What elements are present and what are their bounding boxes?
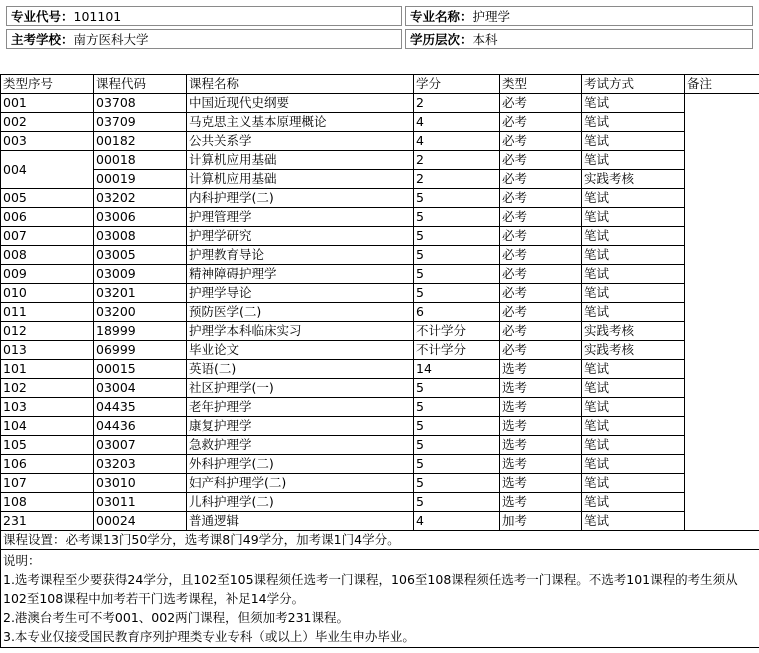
cell-type: 必考: [500, 132, 582, 151]
cell-type: 选考: [500, 417, 582, 436]
cell-name: 妇产科护理学(二): [187, 474, 414, 493]
table-row: [1, 151, 759, 170]
cell-exam: 笔试: [582, 474, 685, 493]
cell-credit: 6: [414, 303, 500, 322]
cell-exam: 笔试: [582, 94, 685, 113]
notes-title: 说明：: [3, 553, 41, 568]
cell-code: 03011: [94, 493, 187, 512]
cell-type: 选考: [500, 493, 582, 512]
cell-code: 04436: [94, 417, 187, 436]
table-row: [1, 132, 759, 151]
table-row: [1, 227, 759, 246]
cell-name: 公共关系学: [187, 132, 414, 151]
cell-seq: 231: [1, 512, 94, 531]
table-row: [1, 436, 759, 455]
cell-credit: 5: [414, 493, 500, 512]
table-row: [1, 303, 759, 322]
note-item: 1.选考课程至少要获得24学分，且102至105课程须任选考一门课程，106至108课程须任选考一门课程。不选考101课程的考生须从102至108课程中加考若干门选考课程，补足14学分。: [3, 572, 738, 606]
cell-credit: 5: [414, 417, 500, 436]
cell-type: 选考: [500, 398, 582, 417]
table-row: [1, 265, 759, 284]
table-row: [1, 322, 759, 341]
cell-exam: 笔试: [582, 132, 685, 151]
table-row: [1, 474, 759, 493]
cell-type: 必考: [500, 189, 582, 208]
cell-code: 03708: [94, 94, 187, 113]
cell-name: 护理学本科临床实习: [187, 322, 414, 341]
cell-code: 03709: [94, 113, 187, 132]
col-header-seq: 类型序号: [1, 75, 94, 94]
cell-name: 护理学导论: [187, 284, 414, 303]
table-row: [1, 512, 759, 531]
cell-seq: 009: [1, 265, 94, 284]
notes-cell: [1, 550, 759, 648]
table-row: [1, 417, 759, 436]
col-header-name: 课程名称: [187, 75, 414, 94]
cell-code: 00019: [94, 170, 187, 189]
col-header-credit: 学分: [414, 75, 500, 94]
cell-type: 必考: [500, 303, 582, 322]
table-row: [1, 493, 759, 512]
cell-code: 00018: [94, 151, 187, 170]
cell-seq: 103: [1, 398, 94, 417]
cell-credit: 2: [414, 170, 500, 189]
major-info-header: [3, 3, 756, 52]
cell-code: 00182: [94, 132, 187, 151]
cell-exam: 笔试: [582, 208, 685, 227]
cell-code: 03007: [94, 436, 187, 455]
cell-name: 英语(二): [187, 360, 414, 379]
cell-exam: 笔试: [582, 151, 685, 170]
cell-seq: 006: [1, 208, 94, 227]
cell-name: 内科护理学(二): [187, 189, 414, 208]
cell-code: 03201: [94, 284, 187, 303]
cell-credit: 2: [414, 151, 500, 170]
cell-type: 加考: [500, 512, 582, 531]
cell-type: 必考: [500, 94, 582, 113]
note-item: 2.港澳台考生可不考001、002两门课程，但须加考231课程。: [3, 610, 350, 625]
table-row: [1, 284, 759, 303]
cell-exam: 笔试: [582, 379, 685, 398]
course-table: [0, 74, 759, 648]
major-code-value: 101101: [73, 9, 122, 24]
cell-exam: 笔试: [582, 189, 685, 208]
cell-note: [685, 94, 759, 531]
cell-exam: 笔试: [582, 455, 685, 474]
cell-seq: 102: [1, 379, 94, 398]
level-cell: [405, 29, 753, 49]
cell-exam: 笔试: [582, 227, 685, 246]
cell-credit: 4: [414, 113, 500, 132]
cell-seq: 001: [1, 94, 94, 113]
school-label: 主考学校：: [11, 32, 74, 47]
cell-exam: 笔试: [582, 265, 685, 284]
cell-exam: 笔试: [582, 398, 685, 417]
cell-name: 护理教育导论: [187, 246, 414, 265]
cell-code: 03005: [94, 246, 187, 265]
cell-credit: 4: [414, 512, 500, 531]
course-summary: 课程设置：必考课13门50学分，选考课8门49学分，加考课1门4学分。: [1, 531, 759, 550]
cell-type: 选考: [500, 474, 582, 493]
major-name-cell: [405, 6, 753, 26]
cell-credit: 5: [414, 246, 500, 265]
cell-seq: 101: [1, 360, 94, 379]
cell-exam: 笔试: [582, 246, 685, 265]
cell-credit: 5: [414, 398, 500, 417]
cell-exam: 笔试: [582, 436, 685, 455]
col-header-type: 类型: [500, 75, 582, 94]
cell-seq: 104: [1, 417, 94, 436]
cell-name: 外科护理学(二): [187, 455, 414, 474]
cell-seq: 105: [1, 436, 94, 455]
level-value: 本科: [472, 32, 498, 47]
cell-code: 03202: [94, 189, 187, 208]
cell-type: 必考: [500, 246, 582, 265]
cell-name: 康复护理学: [187, 417, 414, 436]
cell-credit: 5: [414, 436, 500, 455]
cell-name: 计算机应用基础: [187, 170, 414, 189]
cell-code: 03008: [94, 227, 187, 246]
cell-seq: 007: [1, 227, 94, 246]
cell-credit: 不计学分: [414, 322, 500, 341]
cell-code: 00015: [94, 360, 187, 379]
cell-exam: 笔试: [582, 493, 685, 512]
cell-seq: 002: [1, 113, 94, 132]
cell-exam: 笔试: [582, 284, 685, 303]
cell-name: 社区护理学(一): [187, 379, 414, 398]
cell-code: 00024: [94, 512, 187, 531]
cell-code: 03200: [94, 303, 187, 322]
cell-name: 急救护理学: [187, 436, 414, 455]
cell-seq: 011: [1, 303, 94, 322]
table-row: [1, 170, 759, 189]
cell-credit: 4: [414, 132, 500, 151]
cell-credit: 2: [414, 94, 500, 113]
cell-exam: 笔试: [582, 512, 685, 531]
notes-row: [1, 550, 759, 648]
cell-type: 选考: [500, 455, 582, 474]
cell-type: 选考: [500, 436, 582, 455]
cell-type: 必考: [500, 170, 582, 189]
cell-credit: 5: [414, 474, 500, 493]
table-row: [1, 455, 759, 474]
table-row: [1, 398, 759, 417]
table-row: [1, 341, 759, 360]
level-label: 学历层次：: [410, 32, 473, 47]
cell-name: 中国近现代史纲要: [187, 94, 414, 113]
table-row: [1, 360, 759, 379]
cell-credit: 5: [414, 284, 500, 303]
cell-seq: 012: [1, 322, 94, 341]
cell-type: 必考: [500, 208, 582, 227]
cell-seq: 108: [1, 493, 94, 512]
cell-seq: 005: [1, 189, 94, 208]
cell-exam: 实践考核: [582, 170, 685, 189]
cell-name: 预防医学(二): [187, 303, 414, 322]
col-header-note: 备注: [685, 75, 759, 94]
cell-credit: 不计学分: [414, 341, 500, 360]
cell-code: 04435: [94, 398, 187, 417]
cell-type: 必考: [500, 113, 582, 132]
table-row: [1, 208, 759, 227]
cell-name: 儿科护理学(二): [187, 493, 414, 512]
cell-type: 必考: [500, 265, 582, 284]
cell-type: 必考: [500, 151, 582, 170]
cell-seq: 003: [1, 132, 94, 151]
cell-seq: 107: [1, 474, 94, 493]
school-cell: [6, 29, 402, 49]
major-name-label: 专业名称：: [410, 9, 473, 24]
cell-credit: 5: [414, 379, 500, 398]
cell-seq: 008: [1, 246, 94, 265]
cell-credit: 5: [414, 227, 500, 246]
table-row: [1, 94, 759, 113]
cell-type: 必考: [500, 284, 582, 303]
cell-code: 06999: [94, 341, 187, 360]
cell-exam: 笔试: [582, 303, 685, 322]
cell-exam: 实践考核: [582, 322, 685, 341]
cell-seq: 010: [1, 284, 94, 303]
major-name-value: 护理学: [472, 9, 511, 24]
cell-code: 03009: [94, 265, 187, 284]
school-value: 南方医科大学: [73, 32, 149, 47]
cell-name: 马克思主义基本原理概论: [187, 113, 414, 132]
col-header-exam: 考试方式: [582, 75, 685, 94]
cell-type: 必考: [500, 322, 582, 341]
table-row: [1, 379, 759, 398]
major-code-cell: [6, 6, 402, 26]
cell-credit: 5: [414, 208, 500, 227]
cell-exam: 笔试: [582, 360, 685, 379]
cell-name: 老年护理学: [187, 398, 414, 417]
table-row: [1, 113, 759, 132]
cell-exam: 笔试: [582, 417, 685, 436]
cell-code: 03004: [94, 379, 187, 398]
cell-name: 普通逻辑: [187, 512, 414, 531]
cell-code: 03203: [94, 455, 187, 474]
cell-type: 必考: [500, 341, 582, 360]
col-header-code: 课程代码: [94, 75, 187, 94]
cell-type: 选考: [500, 379, 582, 398]
cell-name: 精神障碍护理学: [187, 265, 414, 284]
note-item: 3.本专业仅接受国民教育序列护理类专业专科（或以上）毕业生申办毕业。: [3, 629, 415, 644]
summary-row: [1, 531, 759, 550]
cell-name: 护理学研究: [187, 227, 414, 246]
cell-credit: 5: [414, 265, 500, 284]
cell-code: 03006: [94, 208, 187, 227]
table-row: [1, 189, 759, 208]
cell-type: 选考: [500, 360, 582, 379]
cell-seq: 106: [1, 455, 94, 474]
cell-type: 必考: [500, 227, 582, 246]
cell-code: 03010: [94, 474, 187, 493]
cell-code: 18999: [94, 322, 187, 341]
table-row: [1, 246, 759, 265]
cell-credit: 14: [414, 360, 500, 379]
cell-exam: 笔试: [582, 113, 685, 132]
cell-name: 护理管理学: [187, 208, 414, 227]
major-code-label: 专业代号：: [11, 9, 74, 24]
cell-exam: 实践考核: [582, 341, 685, 360]
cell-credit: 5: [414, 189, 500, 208]
cell-seq: 013: [1, 341, 94, 360]
cell-name: 毕业论文: [187, 341, 414, 360]
cell-seq: 004: [1, 151, 94, 189]
cell-name: 计算机应用基础: [187, 151, 414, 170]
table-header-row: [1, 75, 759, 94]
cell-credit: 5: [414, 455, 500, 474]
